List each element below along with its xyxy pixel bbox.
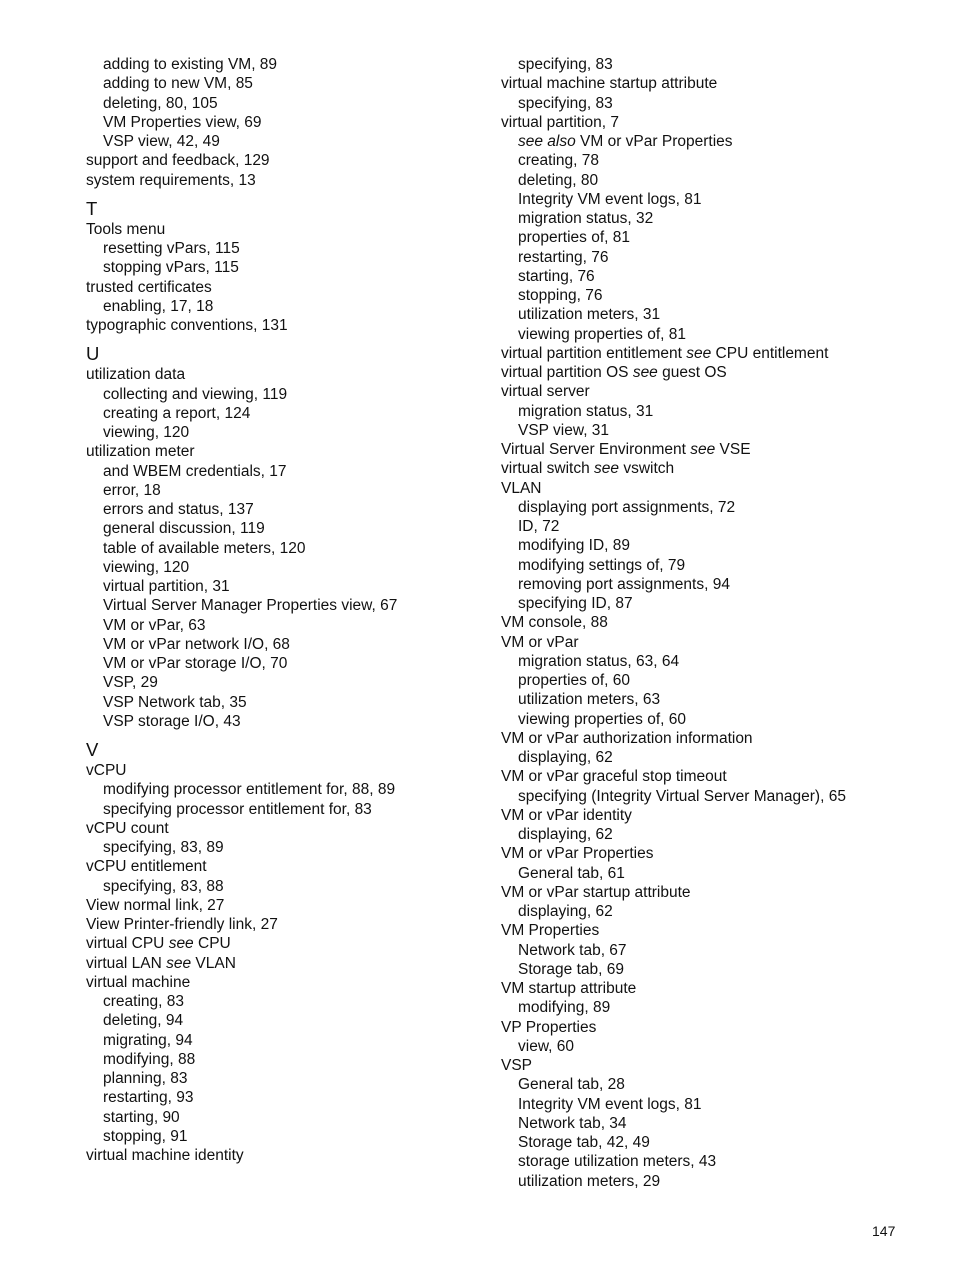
entry-text: planning, 83 — [103, 1070, 188, 1087]
entry-text: View Printer-friendly link, 27 — [86, 916, 278, 933]
entry-text: VSP, 29 — [103, 674, 158, 692]
entry-text: Integrity VM event logs, 81 — [518, 1095, 702, 1113]
entry-text: modifying, 89 — [518, 999, 611, 1017]
entry-text: VSP view, 42, 49 — [103, 133, 220, 150]
entry-text: utilization meters, 29 — [518, 1172, 661, 1190]
index-subentry — [501, 305, 921, 324]
index-entry — [501, 440, 921, 459]
entry-text: migrating, 94 — [103, 1031, 193, 1049]
entry-text: displaying, 62 — [518, 903, 613, 920]
index-subentry — [501, 710, 921, 729]
index-subentry — [86, 1031, 506, 1050]
index-entry — [86, 973, 506, 992]
entry-text: restarting, 76 — [518, 248, 609, 266]
index-entry — [86, 819, 506, 838]
index-subentry — [501, 941, 921, 960]
entry-text: migration status, 63, 64 — [518, 652, 680, 670]
index-subentry — [501, 652, 921, 671]
entry-text: View normal link, 27 — [86, 896, 225, 914]
entry-text: storage utilization meters, 43 — [518, 1153, 717, 1171]
entry-text: General tab, 28 — [518, 1076, 625, 1094]
entry-text: VM Properties — [501, 922, 600, 940]
index-subentry — [86, 55, 506, 74]
index-subentry — [86, 462, 506, 481]
entry-text: virtual partition entitlement — [501, 344, 687, 362]
entry-text: collecting and viewing, 119 — [103, 385, 288, 403]
index-column-left — [86, 55, 506, 1165]
index-subentry — [501, 556, 921, 575]
entry-text: vCPU entitlement — [86, 858, 207, 876]
index-subentry — [501, 536, 921, 555]
index-entry — [501, 844, 921, 863]
section-letter — [86, 343, 506, 365]
index-subentry — [501, 1133, 921, 1152]
index-subentry — [86, 877, 506, 896]
index-subentry — [501, 594, 921, 613]
index-entry — [86, 442, 506, 461]
index-entry — [86, 934, 506, 953]
index-subentry — [86, 693, 506, 712]
index-entry — [501, 921, 921, 940]
entry-text: Virtual Server Manager Properties view, 67 — [103, 597, 398, 615]
see-target: vswitch — [619, 460, 675, 478]
see-target: guest OS — [657, 364, 727, 381]
index-entry — [501, 479, 921, 498]
entry-text: system requirements, 13 — [86, 171, 256, 189]
index-entry — [86, 915, 506, 934]
entry-text: VM or vPar graceful stop timeout — [501, 768, 727, 786]
index-entry — [86, 896, 506, 915]
see-reference: see — [166, 954, 192, 972]
index-subentry — [501, 402, 921, 421]
entry-text: VSP view, 31 — [518, 421, 610, 439]
index-subentry — [86, 838, 506, 857]
entry-text: enabling, 17, 18 — [103, 297, 214, 315]
index-subentry — [86, 113, 506, 132]
page-number: 147 — [872, 1223, 896, 1239]
entry-text: specifying, 83, 88 — [103, 877, 224, 895]
index-subentry — [501, 998, 921, 1017]
index-entry — [86, 316, 506, 335]
entry-text: virtual LAN — [86, 954, 167, 972]
entry-text: error, 18 — [103, 481, 161, 499]
entry-text: utilization meters, 31 — [518, 306, 661, 324]
index-subentry — [501, 325, 921, 344]
entry-text: starting, 90 — [103, 1108, 180, 1126]
entry-text: resetting vPars, 115 — [103, 240, 240, 257]
index-column-right — [501, 55, 921, 1191]
index-subentry — [86, 800, 506, 819]
entry-text: adding to new VM, 85 — [103, 75, 253, 93]
entry-text: creating a report, 124 — [103, 404, 251, 422]
index-subentry — [501, 171, 921, 190]
entry-text: stopping vPars, 115 — [103, 259, 239, 277]
index-subentry — [501, 267, 921, 286]
entry-text: virtual CPU — [86, 935, 169, 953]
entry-text: VM console, 88 — [501, 614, 608, 632]
index-subentry — [86, 616, 506, 635]
index-subentry — [501, 1114, 921, 1133]
entry-text: stopping, 76 — [518, 287, 603, 304]
index-entry — [501, 633, 921, 652]
entry-text: virtual switch — [501, 460, 595, 478]
entry-text: properties of, 81 — [518, 229, 631, 247]
entry-text: virtual machine startup attribute — [501, 75, 718, 93]
index-subentry — [501, 864, 921, 883]
index-subentry — [501, 1075, 921, 1094]
index-entry — [501, 979, 921, 998]
entry-text: deleting, 80, 105 — [103, 94, 218, 112]
index-subentry — [86, 94, 506, 113]
index-entry — [86, 761, 506, 780]
entry-text: VM Properties view, 69 — [103, 113, 262, 131]
entry-text: specifying processor entitlement for, 83 — [103, 800, 372, 818]
index-subentry — [86, 654, 506, 673]
entry-text: VP Properties — [501, 1018, 597, 1036]
entry-text: VM or vPar — [501, 633, 579, 651]
see-reference: see — [594, 460, 620, 478]
entry-text: typographic conventions, 131 — [86, 317, 288, 334]
index-subentry — [86, 780, 506, 799]
entry-text: migration status, 32 — [518, 210, 654, 227]
entry-text: modifying, 88 — [103, 1050, 196, 1068]
index-subentry — [501, 575, 921, 594]
entry-text: specifying, 83 — [518, 94, 613, 112]
entry-text: viewing properties of, 60 — [518, 710, 687, 728]
entry-text: migration status, 31 — [518, 402, 654, 420]
entry-text: VSP Network tab, 35 — [103, 693, 247, 711]
index-subentry — [501, 55, 921, 74]
entry-text: displaying, 62 — [518, 749, 613, 766]
index-entry — [86, 857, 506, 876]
entry-text: VSP storage I/O, 43 — [103, 712, 241, 730]
index-subentry — [501, 902, 921, 921]
entry-text: support and feedback, 129 — [86, 152, 270, 170]
index-entry — [501, 1056, 921, 1075]
entry-text: displaying, 62 — [518, 826, 613, 843]
entry-text: viewing, 120 — [103, 424, 190, 441]
entry-text: VM or vPar authorization information — [501, 729, 753, 747]
index-entry — [501, 767, 921, 786]
index-entry — [86, 220, 506, 239]
see-reference: see — [632, 364, 658, 381]
index-subentry — [86, 635, 506, 654]
index-subentry — [86, 239, 506, 258]
entry-text: deleting, 80 — [518, 171, 599, 189]
entry-text: Virtual Server Environment — [501, 441, 691, 458]
entry-text: Storage tab, 42, 49 — [518, 1134, 650, 1151]
index-subentry — [86, 1050, 506, 1069]
entry-text: creating, 83 — [103, 993, 184, 1010]
index-entry — [86, 171, 506, 190]
index-subentry — [501, 671, 921, 690]
entry-text: virtual partition, 31 — [103, 578, 230, 595]
index-entry — [86, 954, 506, 973]
index-subentry — [501, 94, 921, 113]
index-entry — [86, 1146, 506, 1165]
entry-text: table of available meters, 120 — [103, 539, 306, 557]
entry-text: VM or vPar, 63 — [103, 616, 206, 634]
index-subentry — [86, 481, 506, 500]
index-subentry — [501, 690, 921, 709]
see-reference: see — [168, 935, 194, 953]
index-entry — [501, 1018, 921, 1037]
index-subentry — [86, 673, 506, 692]
index-entry — [501, 883, 921, 902]
index-subentry — [86, 1069, 506, 1088]
entry-text: VM or vPar identity — [501, 806, 632, 824]
entry-text: vCPU count — [86, 819, 169, 837]
entry-text: specifying (Integrity Virtual Server Manager), 65 — [518, 787, 846, 805]
see-target: VLAN — [191, 954, 236, 972]
entry-text: modifying settings of, 79 — [518, 556, 686, 574]
see-reference: see also — [518, 133, 576, 150]
index-subentry — [501, 1037, 921, 1056]
entry-text: trusted certificates — [86, 278, 212, 296]
index-entry — [86, 151, 506, 170]
index-subentry — [86, 558, 506, 577]
index-entry — [501, 806, 921, 825]
index-subentry — [501, 787, 921, 806]
index-subentry — [501, 498, 921, 517]
index-subentry — [86, 132, 506, 151]
see-target: CPU entitlement — [711, 344, 829, 362]
index-entry — [501, 363, 921, 382]
entry-text: view, 60 — [518, 1037, 575, 1055]
index-subentry — [501, 421, 921, 440]
index-subentry — [86, 385, 506, 404]
entry-text: restarting, 93 — [103, 1089, 194, 1107]
index-subentry — [501, 825, 921, 844]
entry-text: virtual machine — [86, 973, 191, 991]
index-subentry — [86, 74, 506, 93]
entry-text: Network tab, 67 — [518, 941, 627, 959]
index-subentry — [86, 596, 506, 615]
entry-text: virtual machine identity — [86, 1147, 244, 1164]
index-subentry — [501, 1095, 921, 1114]
index-subentry — [86, 1088, 506, 1107]
entry-text: T — [86, 197, 98, 219]
entry-text: stopping, 91 — [103, 1127, 188, 1145]
index-entry — [501, 729, 921, 748]
index-entry — [501, 382, 921, 401]
entry-text: virtual server — [501, 383, 590, 401]
index-subentry — [86, 1108, 506, 1127]
entry-text: VM or vPar Properties — [501, 845, 654, 863]
entry-text: VM or vPar network I/O, 68 — [103, 635, 290, 653]
entry-text: viewing properties of, 81 — [518, 325, 687, 343]
index-entry — [86, 365, 506, 384]
entry-text: General tab, 61 — [518, 864, 625, 882]
see-target: VSE — [715, 441, 751, 458]
index-entry — [501, 344, 921, 363]
entry-text: virtual partition OS — [501, 364, 633, 381]
entry-text: viewing, 120 — [103, 558, 190, 576]
entry-text: deleting, 94 — [103, 1012, 184, 1030]
entry-text: VLAN — [501, 479, 542, 497]
index-entry — [501, 74, 921, 93]
entry-text: and WBEM credentials, 17 — [103, 462, 287, 480]
entry-text: displaying port assignments, 72 — [518, 498, 736, 516]
index-subentry — [86, 297, 506, 316]
entry-text: U — [86, 343, 100, 365]
index-subentry — [86, 539, 506, 558]
index-subentry — [86, 258, 506, 277]
entry-text: utilization meters, 63 — [518, 691, 661, 709]
entry-text: starting, 76 — [518, 267, 595, 285]
entry-text: vCPU — [86, 762, 127, 779]
index-subentry — [501, 228, 921, 247]
index-subentry — [86, 577, 506, 596]
entry-text: specifying, 83 — [518, 56, 613, 73]
entry-text: creating, 78 — [518, 152, 599, 170]
see-target: VM or vPar Properties — [575, 133, 733, 150]
entry-text: Storage tab, 69 — [518, 960, 624, 978]
index-subentry — [501, 517, 921, 536]
index-subentry — [501, 1172, 921, 1191]
entry-text: modifying processor entitlement for, 88, 89 — [103, 781, 396, 799]
entry-text: adding to existing VM, 89 — [103, 56, 278, 73]
see-target: CPU — [193, 935, 231, 953]
entry-text: ID, 72 — [518, 518, 560, 535]
index-entry — [501, 459, 921, 478]
entry-text: errors and status, 137 — [103, 501, 254, 518]
index-subentry — [501, 248, 921, 267]
index-subentry — [86, 519, 506, 538]
see-reference: see — [686, 344, 712, 362]
index-subentry — [501, 209, 921, 228]
entry-text: utilization meter — [86, 443, 195, 461]
entry-text: utilization data — [86, 366, 186, 384]
index-subentry — [501, 286, 921, 305]
entry-text: removing port assignments, 94 — [518, 575, 730, 593]
index-subentry — [86, 1127, 506, 1146]
index-subentry — [501, 960, 921, 979]
entry-text: modifying ID, 89 — [518, 537, 630, 555]
index-entry — [501, 113, 921, 132]
index-subentry — [86, 500, 506, 519]
entry-text: VM or vPar startup attribute — [501, 883, 691, 901]
index-entry — [501, 613, 921, 632]
index-subentry — [501, 190, 921, 209]
see-reference: see — [690, 441, 716, 458]
section-letter — [86, 198, 506, 220]
index-subentry — [86, 992, 506, 1011]
entry-text: virtual partition, 7 — [501, 113, 620, 131]
index-subentry — [501, 748, 921, 767]
entry-text: Tools menu — [86, 220, 166, 238]
index-subentry — [501, 132, 921, 151]
index-subentry — [501, 151, 921, 170]
entry-text: V — [86, 739, 99, 760]
index-subentry — [86, 423, 506, 442]
entry-text: specifying, 83, 89 — [103, 839, 224, 856]
entry-text: VM or vPar storage I/O, 70 — [103, 655, 288, 672]
entry-text: specifying ID, 87 — [518, 595, 633, 612]
section-letter — [86, 739, 506, 761]
entry-text: Integrity VM event logs, 81 — [518, 190, 702, 208]
entry-text: properties of, 60 — [518, 672, 631, 689]
entry-text: VSP — [501, 1057, 533, 1074]
index-subentry — [86, 712, 506, 731]
entry-text: Network tab, 34 — [518, 1114, 627, 1132]
index-subentry — [86, 1011, 506, 1030]
entry-text: VM startup attribute — [501, 980, 637, 997]
index-subentry — [86, 404, 506, 423]
index-entry — [86, 278, 506, 297]
entry-text: general discussion, 119 — [103, 520, 265, 538]
index-subentry — [501, 1152, 921, 1171]
